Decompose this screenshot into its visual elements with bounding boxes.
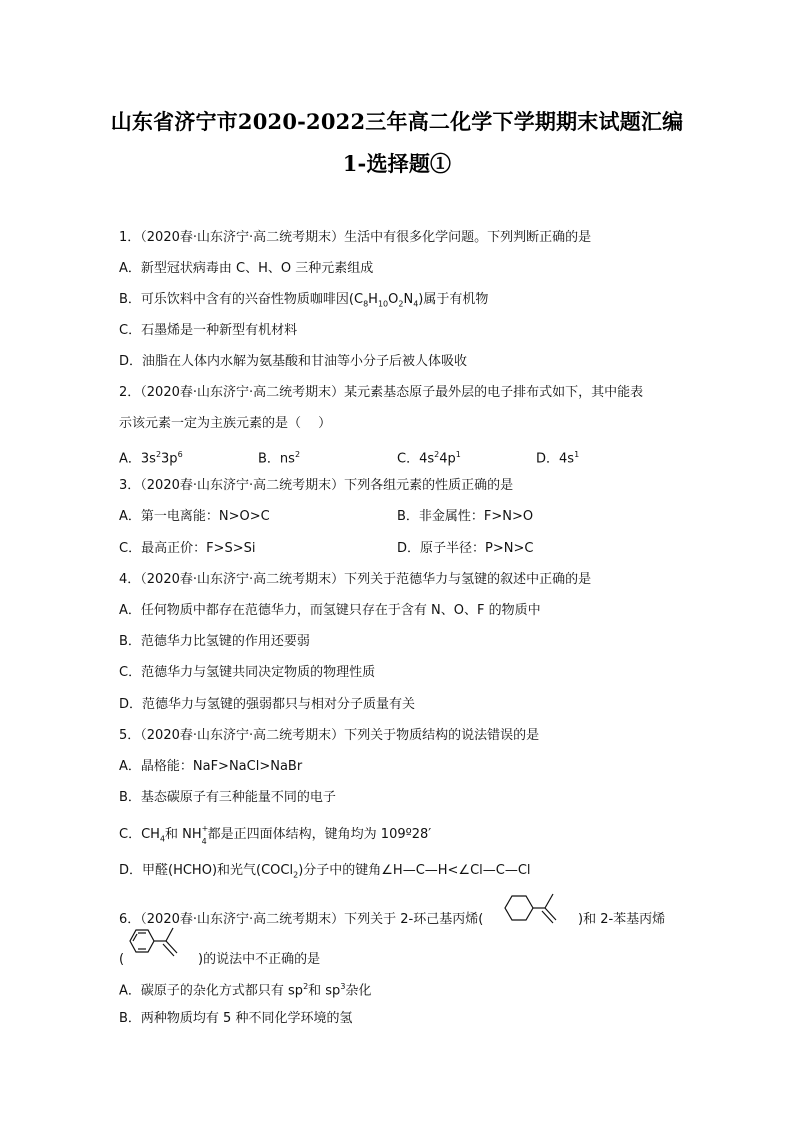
ammonium-script: + 4: [201, 824, 209, 846]
document-subtitle: 1-选择题①: [342, 151, 452, 176]
question-1-stem: 1．（2020春·山东济宁·高二统考期末）生活中有很多化学问题。下列判断正确的是: [119, 230, 592, 245]
question-4-option-d: D．范德华力与氢键的强弱都只与相对分子质量有关: [119, 697, 416, 712]
question-5-option-d: D．甲醛(HCHO)和光气(COCl$_2$)分子中的键角∠H—C—H<∠Cl—C—Cl: [119, 863, 531, 880]
question-4-option-b: B．范德华力比氢键的作用还要弱: [119, 634, 310, 649]
question-4-option-a: A．任何物质中都存在范德华力，而氢键只存在于含有 N、O、F 的物质中: [119, 603, 541, 618]
question-2-option-c: C．$4s^24p^1$: [397, 450, 461, 467]
question-6-open-paren: (: [119, 952, 125, 967]
question-4-stem: 4．（2020春·山东济宁·高二统考期末）下列关于范德华力与氢键的叙述中正确的是: [119, 572, 592, 587]
question-6-stem-part2: )和 2-苯基丙烯: [578, 912, 666, 927]
question-3-option-a: A．第一电离能：N>O>C: [119, 509, 270, 524]
question-6-option-b: B．两种物质均有 5 种不同化学环境的氢: [119, 1011, 353, 1026]
question-2-stem-line2: 示该元素一定为主族元素的是（ ）: [119, 416, 332, 431]
question-1-option-b: B．可乐饮料中含有的兴奋性物质咖啡因$(C_8H_{10}O_2N_4)$属于有机物: [119, 292, 489, 309]
question-2-stem-line1: 2．（2020春·山东济宁·高二统考期末）某元素基态原子最外层的电子排布式如下，其中能表: [119, 385, 644, 400]
question-1-option-d: D．油脂在人体内水解为氨基酸和甘油等小分子后被人体吸收: [119, 354, 468, 369]
question-6-stem-part1: 6．（2020春·山东济宁·高二统考期末）下列关于 2-环己基丙烯(: [119, 912, 484, 927]
phenylpropene-structure-icon: [124, 920, 204, 966]
question-3-option-d: D．原子半径：P>N>C: [397, 541, 534, 556]
question-6-stem-part3: )的说法中不正确的是: [198, 952, 321, 967]
question-3-option-b: B．非金属性：F>N>O: [397, 509, 534, 524]
question-1-option-c: C．石墨烯是一种新型有机材料: [119, 323, 298, 338]
question-5-option-a: A．晶格能：NaF>NaCl>NaBr: [119, 759, 303, 774]
question-3-option-c: C．最高正价：F>S>Si: [119, 541, 256, 556]
document-title: 山东省济宁市2020-2022三年高二化学下学期期末试题汇编: [110, 109, 684, 134]
question-5-option-b: B．基态碳原子有三种能量不同的电子: [119, 790, 336, 805]
question-6-option-a: A．碳原子的杂化方式都只有 $sp^2$和 $sp^3$杂化: [119, 982, 372, 999]
question-2-option-d: D．$4s^1$: [536, 450, 580, 467]
cyclohexylpropene-structure-icon: [498, 886, 578, 944]
question-2-option-b: B．$ns^2$: [258, 450, 301, 467]
question-3-stem: 3．（2020春·山东济宁·高二统考期末）下列各组元素的性质正确的是: [119, 478, 514, 493]
question-4-option-c: C．范德华力与氢键共同决定物质的物理性质: [119, 665, 376, 680]
question-2-option-a: A．$3s^23p^6$: [119, 450, 183, 467]
question-5-stem: 5．（2020春·山东济宁·高二统考期末）下列关于物质结构的说法错误的是: [119, 728, 540, 743]
question-1-option-a: A．新型冠状病毒由 C、H、O 三种元素组成: [119, 261, 374, 276]
question-5-option-c: C．$CH_4$和 NH + 4 都是正四面体结构，键角均为 109º28′: [119, 824, 432, 846]
